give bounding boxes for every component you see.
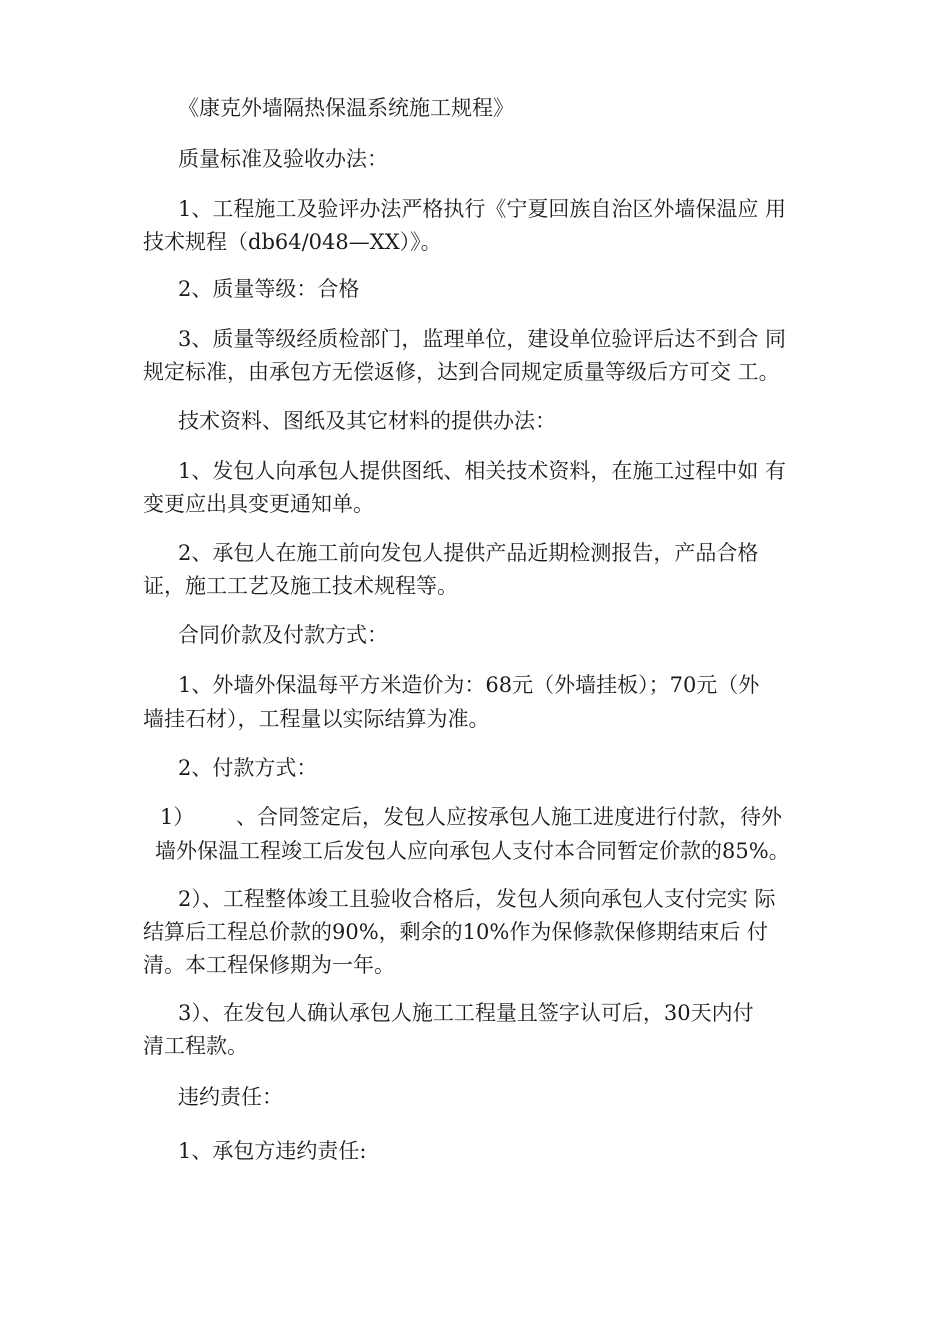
doc-title: 《康克外墙隔热保温系统施工规程》 <box>178 96 514 120</box>
paragraph-line: 2）、工程整体竣工且验收合格后，发包人须向承包人支付完实 际 <box>178 887 776 911</box>
section-heading-quality: 质量标准及验收办法： <box>178 147 388 171</box>
paragraph-line: 1、外墙外保温每平方米造价为：68元（外墙挂板）；70元（外 <box>178 673 760 697</box>
paragraph-line: 1、工程施工及验评办法严格执行《宁夏回族自治区外墙保温应 用 <box>178 197 787 221</box>
paragraph-line: 2、承包人在施工前向发包人提供产品近期检测报告，产品合格 <box>178 541 759 565</box>
paragraph-line: 3）、在发包人确认承包人施工工程量且签字认可后，30天内付 <box>178 1001 754 1025</box>
paragraph-line: 2、质量等级：合格 <box>178 277 360 301</box>
paragraph-line: 、合同签定后，发包人应按承包人施工进度进行付款，待外 <box>236 805 782 829</box>
section-heading-materials: 技术资料、图纸及其它材料的提供办法： <box>178 409 556 433</box>
paragraph-line: 规定标准，由承包方无偿返修，达到合同规定质量等级后方可交 工。 <box>143 360 780 384</box>
paragraph-line: 1、承包方违约责任: <box>178 1139 367 1163</box>
paragraph-line: 2、付款方式： <box>178 756 318 780</box>
paragraph-line: 墙外保温工程竣工后发包人应向承包人支付本合同暂定价款的85%。 <box>155 839 790 863</box>
paragraph-line: 1、发包人向承包人提供图纸、相关技术资料，在施工过程中如 有 <box>178 459 787 483</box>
paragraph-line: 结算后工程总价款的90%，剩余的10%作为保修款保修期结束后 付 <box>143 920 769 944</box>
paragraph-line: 技术规程（db64/048—XX）》。 <box>143 230 442 254</box>
paragraph-line: 证，施工工艺及施工技术规程等。 <box>143 574 458 598</box>
list-marker: 1） <box>160 805 195 829</box>
paragraph-line: 3、质量等级经质检部门，监理单位，建设单位验评后达不到合 同 <box>178 327 787 351</box>
paragraph-line: 墙挂石材），工程量以实际结算为准。 <box>143 707 490 731</box>
paragraph-line: 变更应出具变更通知单。 <box>143 492 374 516</box>
section-heading-liability: 违约责任： <box>178 1085 283 1109</box>
section-heading-payment: 合同价款及付款方式： <box>178 623 388 647</box>
paragraph-line: 清工程款。 <box>143 1034 248 1058</box>
paragraph-line: 清。本工程保修期为一年。 <box>143 953 395 977</box>
